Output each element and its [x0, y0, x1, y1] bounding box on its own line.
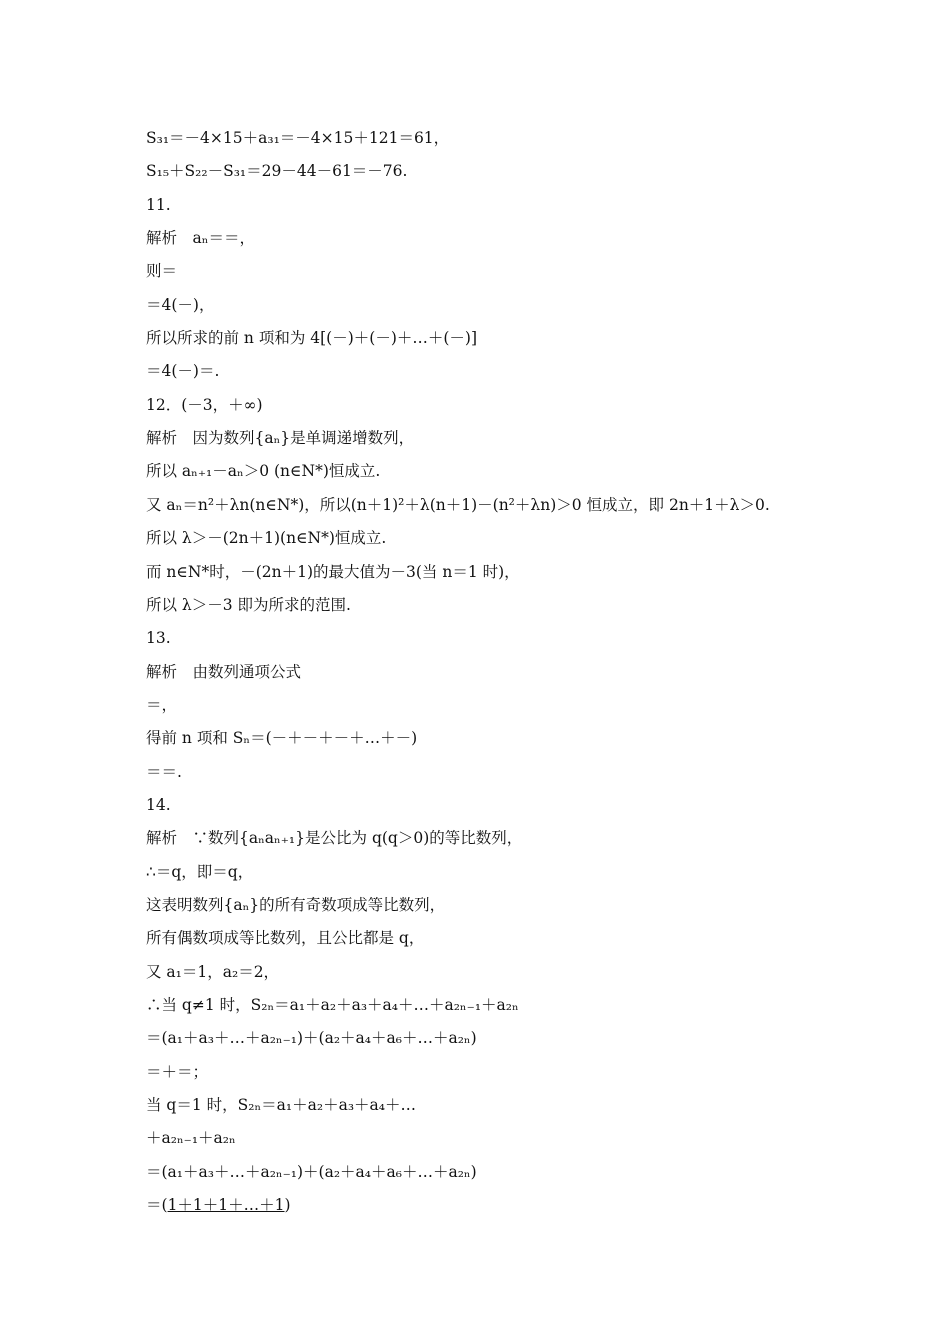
text-line: ∴＝q，即＝q，	[146, 863, 254, 881]
text-line: ＝＋＝；	[146, 1063, 209, 1081]
text-line: ＝(a₁＋a₃＋…＋a₂ₙ₋₁)＋(a₂＋a₄＋a₆＋…＋a₂ₙ)	[146, 1029, 477, 1047]
underlined-sum: 1＋1＋1＋…＋1	[167, 1196, 285, 1214]
text-line: ＝＝.	[146, 763, 182, 781]
text-line: 当 q＝1 时，S₂ₙ＝a₁＋a₂＋a₃＋a₄＋…	[146, 1096, 416, 1114]
text-line: 又 aₙ＝n²＋λn(n∈N*)，所以(n＋1)²＋λ(n＋1)－(n²＋λn)＞0 恒成立，即 2n＋1＋λ＞0.	[146, 496, 770, 514]
text-line: 所以 λ＞－3 即为所求的范围.	[146, 596, 351, 614]
text-line: 所以 λ＞－(2n＋1)(n∈N*)恒成立.	[146, 529, 387, 547]
text-line: 11.	[146, 196, 171, 214]
text-line: 这表明数列{aₙ}的所有奇数项成等比数列，	[146, 896, 446, 914]
text-line: S₃₁＝－4×15＋a₃₁＝－4×15＋121＝61，	[146, 129, 450, 147]
text-line: 13.	[146, 629, 171, 647]
text-line-last	[146, 1195, 291, 1215]
text-line: ＋a₂ₙ₋₁＋a₂ₙ	[146, 1129, 236, 1147]
text-line: 所以所求的前 n 项和为 4[(－)＋(－)＋…＋(－)]	[146, 329, 478, 347]
text-line: ＝，	[146, 696, 178, 714]
text-line: 解析 因为数列{aₙ}是单调递增数列，	[146, 429, 415, 447]
text-line: ∴当 q≠1 时，S₂ₙ＝a₁＋a₂＋a₃＋a₄＋…＋a₂ₙ₋₁＋a₂ₙ	[146, 996, 519, 1014]
text-line: S₁₅＋S₂₂－S₃₁＝29－44－61＝－76.	[146, 162, 408, 180]
text-line: 14.	[146, 796, 171, 814]
text-line: 解析 aₙ＝＝，	[146, 229, 255, 247]
text-line: 则＝	[146, 262, 178, 280]
text-line: ＝4(－)，	[146, 296, 215, 314]
text-line: 所以 aₙ₊₁－aₙ＞0 (n∈N*)恒成立.	[146, 462, 381, 480]
text-line: 所有偶数项成等比数列，且公比都是 q，	[146, 929, 425, 947]
text-suffix: )	[284, 1196, 291, 1214]
text-prefix: ＝(	[146, 1196, 168, 1214]
text-line: 12．(－3，＋∞)	[146, 396, 263, 414]
text-line: ＝4(－)＝.	[146, 362, 220, 380]
text-line: 而 n∈N*时，－(2n＋1)的最大值为－3(当 n＝1 时)，	[146, 563, 520, 581]
text-line: 解析 由数列通项公式	[146, 663, 302, 681]
text-line: ＝(a₁＋a₃＋…＋a₂ₙ₋₁)＋(a₂＋a₄＋a₆＋…＋a₂ₙ)	[146, 1163, 477, 1181]
text-line: 得前 n 项和 Sₙ＝(－＋－＋－＋…＋－)	[146, 729, 418, 747]
text-line: 解析 ∵数列{aₙaₙ₊₁}是公比为 q(q＞0)的等比数列，	[146, 829, 523, 847]
text-line: 又 a₁＝1，a₂＝2，	[146, 963, 280, 981]
